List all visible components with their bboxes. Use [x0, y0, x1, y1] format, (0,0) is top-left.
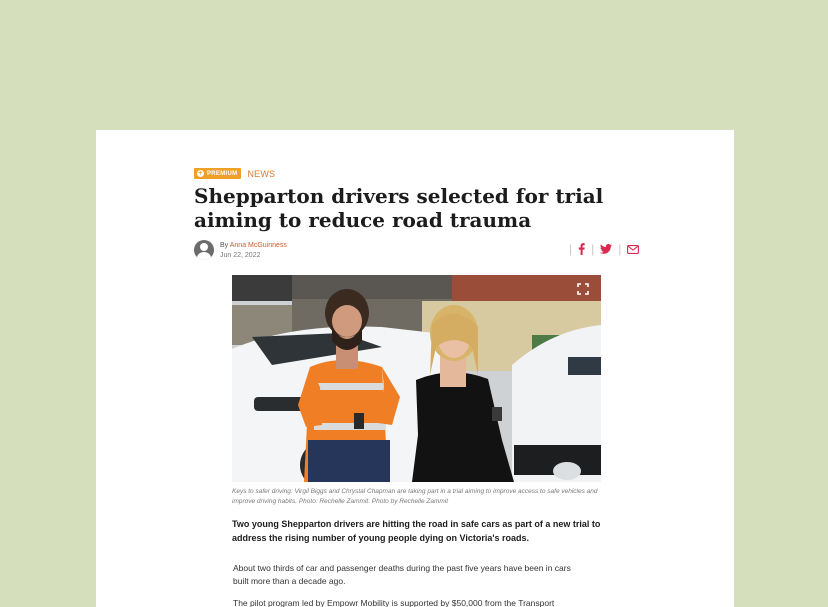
byline-prefix: By — [220, 241, 229, 249]
share-divider: | — [591, 242, 595, 256]
article-photo[interactable] — [232, 275, 601, 482]
twitter-icon[interactable] — [600, 244, 612, 254]
share-bar — [569, 242, 639, 256]
article-card — [96, 130, 734, 607]
premium-badge — [194, 168, 241, 179]
share-divider: | — [569, 242, 573, 256]
author-link[interactable]: Anna McGuinness — [229, 241, 287, 249]
facebook-icon[interactable] — [578, 243, 585, 255]
category-link[interactable]: NEWS — [247, 168, 276, 179]
article-paragraph: About two thirds of car and passenger deaths during the past five years have been in cars built more than a decade ago. — [233, 563, 571, 586]
fullscreen-icon[interactable] — [577, 283, 589, 295]
byline — [194, 240, 287, 260]
publish-date: Jun 22, 2022 — [220, 251, 261, 259]
author-line — [220, 242, 287, 249]
article-meta-row — [194, 168, 275, 179]
plus-icon: + — [198, 170, 203, 177]
article-headline: Shepparton drivers selected for trial aiming to reduce road trauma — [194, 184, 604, 232]
premium-badge-label: PREMIUM — [207, 170, 238, 177]
article-lede: Two young Shepparton drivers are hitting the road in safe cars as part of a new trial to address the rising number of young people dying on Victoria's roads. — [232, 519, 601, 543]
share-divider: | — [618, 242, 622, 256]
article-paragraph: The pilot program led by Empowr Mobility is supported by $50,000 from the Transport — [233, 598, 555, 607]
author-avatar-icon — [194, 240, 214, 260]
photo-caption: Keys to safer driving: Virgil Biggs and Chrystal Chapman are taking part in a trial aiming to improve access to safe vehicles and improve driving habits. Photo: Rechelle Zammit. Photo by Rechelle Zammit — [232, 488, 598, 505]
email-icon[interactable] — [627, 245, 639, 254]
